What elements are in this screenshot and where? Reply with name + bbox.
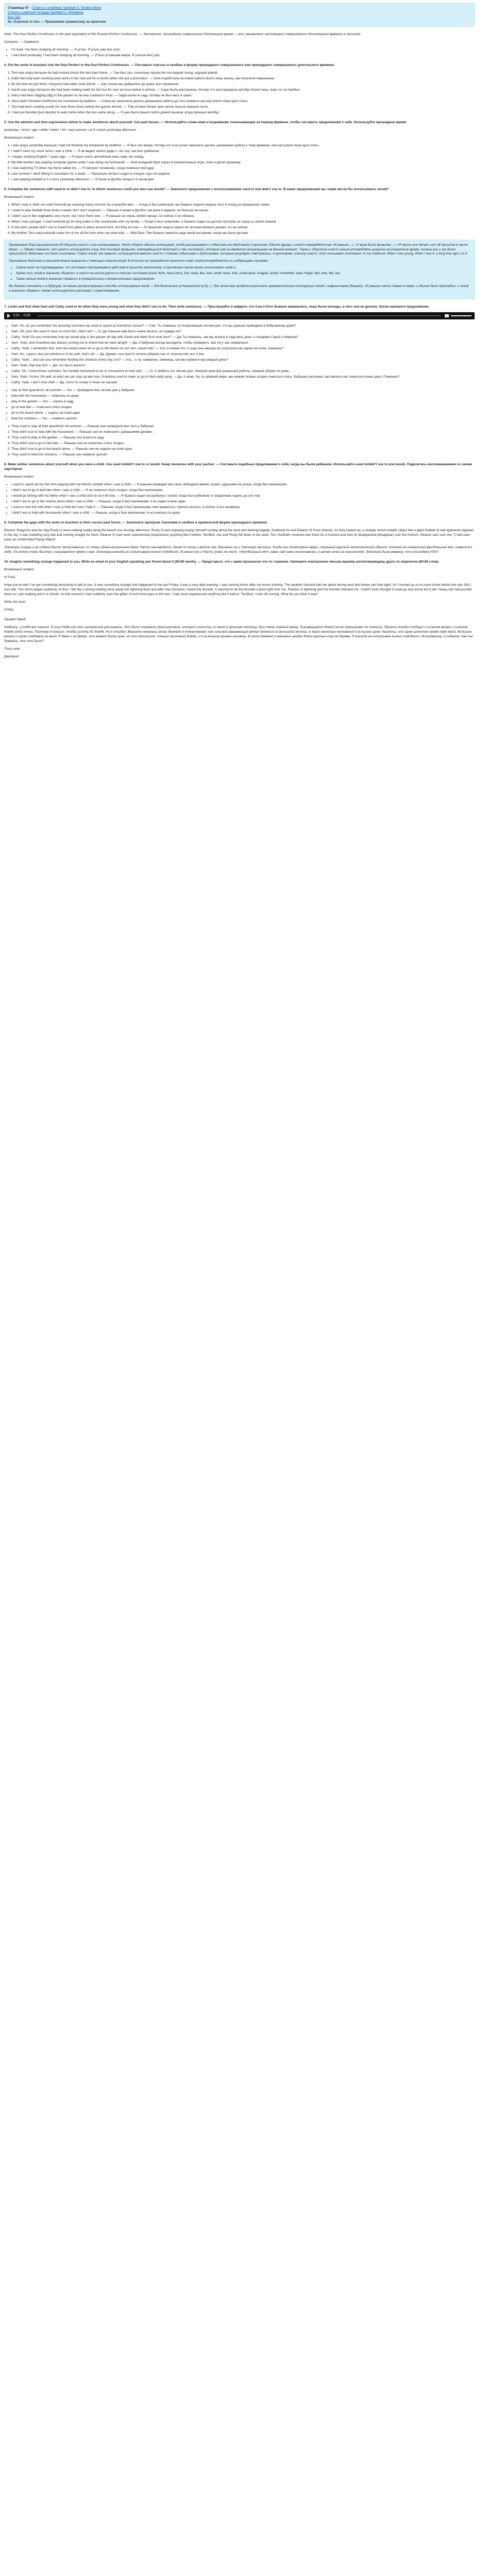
current-time: 0:00 [13,314,20,317]
list-item: • Sam: Yeah, and Grandma was always coming out to check that we were alright! — Да, и бабушка всегда выходила, чтобы проверить, все ли у нас нормально! [11,341,475,345]
breadcrumb: Страница 47 – Ответы к учебнику Spotlight 5. Student Book Ответы к рабочей тетради Spotlight 5. Workbook Все ГДЗ 5e. Grammar in Use — Применяем грамматику на практике [4,3,475,27]
list-item: 3. By the time we got there, everyone had eaten (eat) dinner. — Как только мы добрались до дома, все поужинали. [11,82,475,87]
list-item: • I'm tired. I've been studying all morning. — Я устал. Я учусь уже все утро. [11,47,475,52]
play-icon[interactable] [7,314,10,318]
list-item: • go to bed late — ложиться спать поздно [11,405,475,410]
list-item: 8. I had just decided (just decide) to walk home when the bus came along. — Я уже было решил пойти домой пешком, когда приехал автобус. [11,110,475,115]
list-item: • help with the housework — помогать по дому [11,394,475,398]
list-item: 1. When I was a child, we used to/would go camping every summer by a beautiful lake. — Когда я был ребенком, мы бывало ходили каждое лето в поход на прекрасное озеро. [11,202,475,207]
list-item: 6. They used to feed the chickens. — Раньше они кормили цыплят. [11,452,475,457]
letter-signature: Dmitry [4,608,14,612]
exercise-9-heading: 9. Complete the gaps with the verbs in brackets in their correct past forms. — Заполните пропуски глаголами в скобках в правильной форме прошедшего времени. [4,521,268,525]
list-item: • Sam: So, do you remember the amazing summers we used to spend at Grandma's house? — Сэм: Ты помнишь те потрясающие летние дни, что мы раньше проводили в бабушкином доме? [11,324,475,328]
exercise-6-heading: 6. Complete the sentences with used to or didn't use to. In which sentences could you also use would? — Закончите предложения с использованием used to или didn't use to. В каких предложениях вы также могли бы использовать would? [4,188,389,191]
letter-closing: Write me soon, [4,600,26,604]
exercise-10-heading: 10. Imagine something strange happened to you. Write an email to your English-speaking pen friend about it (60-80 words). — Представьте, что с вами произошло что-то странное. Напишите электронное письмо вашему англоговорящему другу по переписке (60-80 слов). [4,560,440,564]
list-item: • Также нельзя would в значении «бывало» в отрицательных и вопросительных предложениях. [16,277,470,282]
grammar-note: Note: The Past Perfect Continuous is the past equivalent of the Present Perfect Continuous. — Запомните: прошедшее совершенное длительное время — это эквивалент настоящего совершенного длительного времени в прошлом [4,32,361,36]
list-item: • go to the beach alone — ходить на пляж одни [11,411,475,415]
letter-signature-ru: Дмитрий [4,655,19,659]
note-paragraph: Примечание! Еще раз разъясним об обороте used to и его использовании. Этот оборот обычно используют, когда рассказывают о событиях или действиях в прошлом. Обычно фразы с used to переводятся как «Я раньше...», «У меня была привычка...», «Я часто это делал» или «В прошлом я часто делал...». Однако помните, что used to используется лишь для описания привычек, повторяющихся действий и тех состояний, которые уже не являются актуальными на данный момент. Также с оборотом used to нельзя употреблять указание на конкретное время, сколько раз и как долго происходило действие или было состояние. Глагол would, как правило, используется вместо used to с такими событиями и действиями, которые регулярно повторялись, в противовес глаголу used to, тот описывает состояние. In my childhood, When I was young, When I was 6, a long time ago и т.д. [9,243,468,256]
list-item: • Sam: Yeah, that was fun! — Да, это было весело! [11,363,475,368]
list-item: • I used to love hot milk when I was a child but now I hate it. — Раньше, когда я был маленьким, мне нравилось горячее молоко, а сейчас я его ненавижу. [11,505,475,510]
list-item: 6. My brother Tom used to/would make fun of me all the time when we were kids. — Мой брат Том бывало смеялся надо мной все время, когда мы были детьми. [11,231,475,235]
list-item: • Самое носит не подтверждение, что постоянно повторяющиеся действия в прошлом закончились, в противном случае нужно использовать used to. [16,266,470,270]
letter-closing-ru: Пиши мне, [4,647,21,651]
section-tag: 5e. Grammar in Use — Применяем грамматику на практике [8,20,106,24]
list-item: 2. Katie had only been working (only work) in her new job for a month when she got a promotion. — Кэти отработала на новой работе всего лишь месяц, как получила повышение. [11,76,475,81]
dialogue-list [4,324,475,385]
list-item: • Cathy: Yeah! Do you remember how we would play in the garden all day with Sarah and Mark from next door? — Да! Ты помнишь, как мы играли в саду весь день с соседями Сарой и Марком? [11,335,475,340]
note-paragraph: Вы должны понимать и в будущем, не менее распространены способы использования would — для безопасных установлений (в бу...). При этом нам придется различать грамматические конструкции would с инфинитивом (бывало): «Я раньше часто плавал в озере, и обычно было прохладно» и would в значении «бывало» также используется в рассказах и повествованиях. [9,284,469,293]
progress-slider[interactable] [38,315,441,316]
note-list [9,266,470,281]
volume-icon[interactable] [445,314,449,317]
compare-list [4,47,475,58]
list-item: 7. I was playing football at 5 o'clock yesterday afternoon. — Я играл в футбол вчера в 5 часов дня. [11,177,475,182]
list-item: • Cathy: Oh, I loved those summers. No horrible homework to do or housework to help with… — О, я любила это летнее дни. Никакой ужасной домашней работы, никакой уборки по дому… [11,369,475,374]
list-item: 4. Sarah was angry because she had been waiting (wait) for the bus for over an hour before it arrived. — Сара была расстроена, потому что она прождала автобус более часа, пока тот не прибыл. [11,88,475,92]
exercise-7-heading: 7. Listen and find what Sam and Cathy used to do when they were young and what they didn't use to do. Then write sentences. — Прослушайте и найдите, что Сэм и Кэти бывало занимались, пока были молоды, и чего они не делали. Затем напишите предложения. [4,305,430,309]
possible-answer-label: Возможный ответ: [4,136,35,140]
possible-answer-label: Возможный ответ: [4,195,35,199]
list-item: • I didn't use to go to bed late when I was a child. — Я не ложился спать поздно, когда был маленьким. [11,488,475,493]
list-item: 1. I was angry yesterday because I had not finished my homework by bedtime. — Я был зол вчера, потому что я не успел закончить делать домашнюю работу к тому времени, как наступила пора идти спать. [11,143,475,148]
list-item: 1. They used to stay at their grandma's all summer. — Раньше они проводили все лето у бабушки. [11,424,475,429]
list-item: 5. In the past, people didn't use to travel from place to place around here, but they do now. — В прошлом люди в округе не путешествовали далеко, но не сейчас. [11,225,475,230]
exercise-4-heading: 4. Put the verbs in brackets into the Past Perfect or the Past Perfect Continuous. — Поставьте глаголы в скобках в форму прошедшего совершенного или прошедшего совершенного длительного времени. [4,63,335,67]
list-item: • Cathy: Yeah... and can you remember feeding the chickens every day, too? — Ага... и ты, наверное, помнишь, как мы кормили кур каждый день? [11,358,475,362]
exercise-6-list [4,202,475,235]
list-item: 1. Tom was angry because he had missed (miss) the last tram home. — Том был зол, поскольку пропустил последний поезд, идущий домой. [11,71,475,75]
list-item: 3. They used to play in the garden. — Раньше они играли в саду. [11,435,475,440]
exercise-9-text: Eleanor Seagrove and her dog Rusty 1) were walking (walk) along the beach one Sunday afternoon. Rusty 2) was enjoying (enjoy) himself running along the sand and barking happily. Suddenly he and Eleanor 3) froze (freeze). As they looked up, a strange round metallic object like a giant football 4) had appeared (appear) in the sky. It was travelling very fast and coming straight for them. Eleanor 5) had never experienced (experience) anything like it before. Terrified, she and Rusty fell down in the sand. The «football» hovered over them for a moment and then 6) disappeared (disappear) over the horizon. Eleanor was sure she 7) had seen (see) an Unidentified Flying Object! [4,529,474,542]
link-student-book[interactable]: Ответы к учебнику Spotlight 5. Student Book [32,6,102,10]
list-item: • I was tired yesterday. I had been studying all morning. — Я был уставшим вчера. Я учился все утро. [11,53,475,58]
list-item: • Кроме того, would в значении «бывало» и used to не используются в глаголах состояния (know, think, have (own), live, need, like, love, smell, taste, look, understand, imagine, doubt, remember, want, forget, feel, love, like, be). [16,272,470,276]
link-all-gdz[interactable]: Все ГДЗ [8,15,21,19]
list-item: • Sam: Yeah, I know. Oh well, at least we can stay up late now. Grandma used to make us go to bed really early. — Да, я знаю. Ну, по крайней мере, мы можем теперь поздно ложиться спать. Бабушка частенько заставляла нас ложиться очень рано. Помнишь? [11,375,475,379]
page [0,3,479,659]
list-item: • Sam: No. I guess she just wanted us to be safe, that's all. — Да. Думаю, она просто хотела уберечь нас от опасностей, вот и все. [11,352,475,357]
note-paragraph: Прошедшие действия в прошлом можно выразить с помощью глагола would. В отличие от прошедшего простого could, would употребляется со следующими случаями: [9,259,269,263]
list-item: 7. Tom had been cooking (cook) for over three hours before the guests arrived. — Том готовил более трех часов пока не пришли гости. [11,105,475,109]
list-item: 5. I was watching TV when my friend called me. — Я смотрел телевизор, когда позвонил мой друг. [11,166,475,171]
audio-player[interactable]: 0:00 / 0:56 [4,312,475,319]
list-item: 3. I began studying English 7 years ago. — Я начал учить английский язык семь лет назад. [11,155,475,159]
list-item: 5. They didn't use to go to the beach alone. — Раньше они не ходили на пляж одни. [11,447,475,451]
list-item: • Cathy: Yeah, I don't miss that! — Да, этого по этому я точно не скучаю! [11,380,475,385]
page-number: Страница 47 [8,6,29,10]
exercise-8-heading: 8. Make similar sentences about yourself when you were a child. Use used to/didn't use to or would. Swap memories with your partner. — Составьте подобные предложения о себе, когда вы были ребенком. Используйте used to/didn't use to или would. Поделитесь воспоминаниями со своим партнером. [4,463,472,471]
list-item: 4. They didn't use to go to bed late. — Раньше они не ложились спать поздно. [11,441,475,446]
exercise-5-list [4,143,475,182]
exercise-7-items [4,388,475,421]
list-item: • Sam: Oh, yes! We used to have so much fun, didn't we? — О, да! Раньше нам было очень весело, не правда ли? [11,329,475,334]
list-item: • Cathy: Yeah, I remember that. And she would never let us go to the beach on our own, would she? — Ага, я помню это. А еще она никогда не отпускала нас одних на пляж, помнишь? [11,346,475,351]
exercise-5-words: yesterday • since • ago • while • when • for • last summer • at 5 o'clock yesterday afternoon [4,128,136,132]
exercise-7-answers [4,424,475,457]
possible-answer-label: Возможный ответ: [4,568,35,572]
letter-body-ru: Надеюсь, у тебя все хорошо. Я хочу тебе кое-что интересное рассказать. Это было странное происшествие, которое случилось со мной в прошлую пятницу. Был очень темный вечер. Я возвращался домой после тренировки по теннису. Прогноз погоды сообщил о сильном ветре и сильном дожде этой ночью. Поэтому я спешил, чтобы успеть до дождя. Но я опоздал. Внезапно началась гроза. Вначале я почувствовал, как сильный завывающий ветер пронесся со вспышкой молнии, а через несколько мгновений я услышал гром. Казалось, что гром грохотал прямо надо мной. Вспышки молнии и гром следовали за мной. Я даже и не думал, что может быть хуже, но это произошло. Хлынул проливной дождь, и я за минуту промок насквозь. В этот момент я внезапно увидел блеск красных глаз на дереве. Я никогда не испытывал ничего подобного. Испугавшись, я побежал. Как ты думаешь, что это было? [4,625,473,643]
info-note [4,240,475,299]
list-item: • I didn't use to help with housework when I was a child. — Раньше, когда я был маленьким, я не помогал по дому. [11,511,475,515]
list-item: • play in the garden — Yes — играть в саду [11,399,475,404]
letter-greeting: Hi Fred, [4,575,16,580]
list-item: • stay at their grandma's all summer — Yes — проводили все летние дни у бабушки [11,388,475,393]
exercise-4-list [4,71,475,115]
link-workbook[interactable]: Ответы к рабочей тетради Spotlight 5. Workbook [8,11,84,14]
volume-slider[interactable] [451,315,472,316]
duration: 0:56 [24,314,30,317]
list-item: 2. I used to play football three times a week, but I don't anymore. — Раньше я играл в футбол три раза в неделю, но больше не играю. [11,208,475,213]
compare-label: Compare: — Сравните: [4,40,40,44]
list-item: • I would go fishing with my father when I was a child and on do it till now. — Я бывало ходил на рыбалку с папой, когда был ребенком, и продолжаю ходить до сих пор. [11,494,475,498]
list-item: • feed the chickens — Yes — кормить цыплят [11,416,475,421]
list-item: 4. My little brother was playing computer games while I was doing my homework. — Мой младший брат играл в компьютерные игры, пока я делал домашку. [11,160,475,165]
list-item: 2. I hadn't seen my uncle since I was a child. — Я не видел своего дядю с тех пор, как был ребенком. [11,149,475,154]
possible-answer-label: Возможный ответ: [4,475,35,479]
letter-greeting-ru: Привет Фред, [4,618,26,622]
list-item: • I used to spend all my free time playing with my friends outside when I was a child. — Я раньше проводил все свое свободное время, играя с друзьями на улице, когда был маленьким. [11,482,475,487]
list-item: 6. Alice hadn't finished (not/finish) her homework by bedtime. — Алиса не закончила делать домашнюю работу до того момента как наступило пора идти спать. [11,99,475,104]
list-item: • I didn't use to go to the cinema alone when I was a child. — Раньше, когда я был маленьким, я не ходил в кино один. [11,499,475,504]
list-item: 2. They didn't use to help with the housework. — Раньше они не помогали с домашними делами. [11,430,475,434]
list-item: 6. Last summer I went hiking in mountains for a week. — Прошлым летом я ходил в поход в горы на неделю. [11,172,475,176]
list-item: 3. I didn't use to like vegetables very much, but I love them now. — Я раньше не очень любил овощи, но сейчас я их обожаю. [11,214,475,218]
exercise-9-translation: Элеонора Сигрув и ее собака Расти прогуливались по пляжу одним воскресным днем. Расти наслаждался, бегая по песку и весело лая. Внезапно он и Элеонора застыли. Когда они посмотрели вверх, странный круглый металлический объект, похожий на гигантский футбольный мяч, появился в небе. Он летел очень быстро и направлялся прямо к ним. Элеонора никогда не испытывала ничего подобного. В ужасе она и Расти упали на песок. «Футбольный мяч» завис над ними на мгновение, а затем исчез за горизонтом. Элеонора была уверена, что она видела НЛО! [4,546,472,554]
list-item: 4. When I was younger, I used to/would go for long walks in the countryside with my family. — Когда я был помоложе, я бывало ходил на долгие прогулки за город со своей семьей. [11,219,475,224]
list-item: 5. Harry had been digging (dig) in the garden so he was covered in mud. — Гарри копал в саду, потому он был весь в грязи. [11,93,475,98]
exercise-8-list [4,482,475,515]
exercise-5-heading: 5. Use the adverbs and time expressions below to make sentences about yourself. Use past tenses. — Используйте слова ниже и выражения, показывающие на период времени, чтобы составить предложения о себе. Используйте прошедшее время. [4,121,407,124]
letter-body: Hope you're well. I've got something interesting to talk to you. It was something strange that happened to me last Friday. It was a very dark evening. I was coming home after my tennis training. The weather forecast told me about strong wind and heavy rain that night. So I hurried up so to come home before the rain. But I was late. The storm began suddenly. At first, I felt like a strong howling wind swept the lightning flash and after few moments I heard the thunder. It seemed to be the thunder roared right over me. Flashes of lightning and the thunder followed me. I hadn't even thought it could go any worse but it did. Heavy rain had poured down so I got soaking wet in a minute. At that moment I had suddenly seen the glitter of red-home eyes in the tree. I had never experienced anything like it before. Terrified, I took off running. What do you think it was? [4,583,472,597]
